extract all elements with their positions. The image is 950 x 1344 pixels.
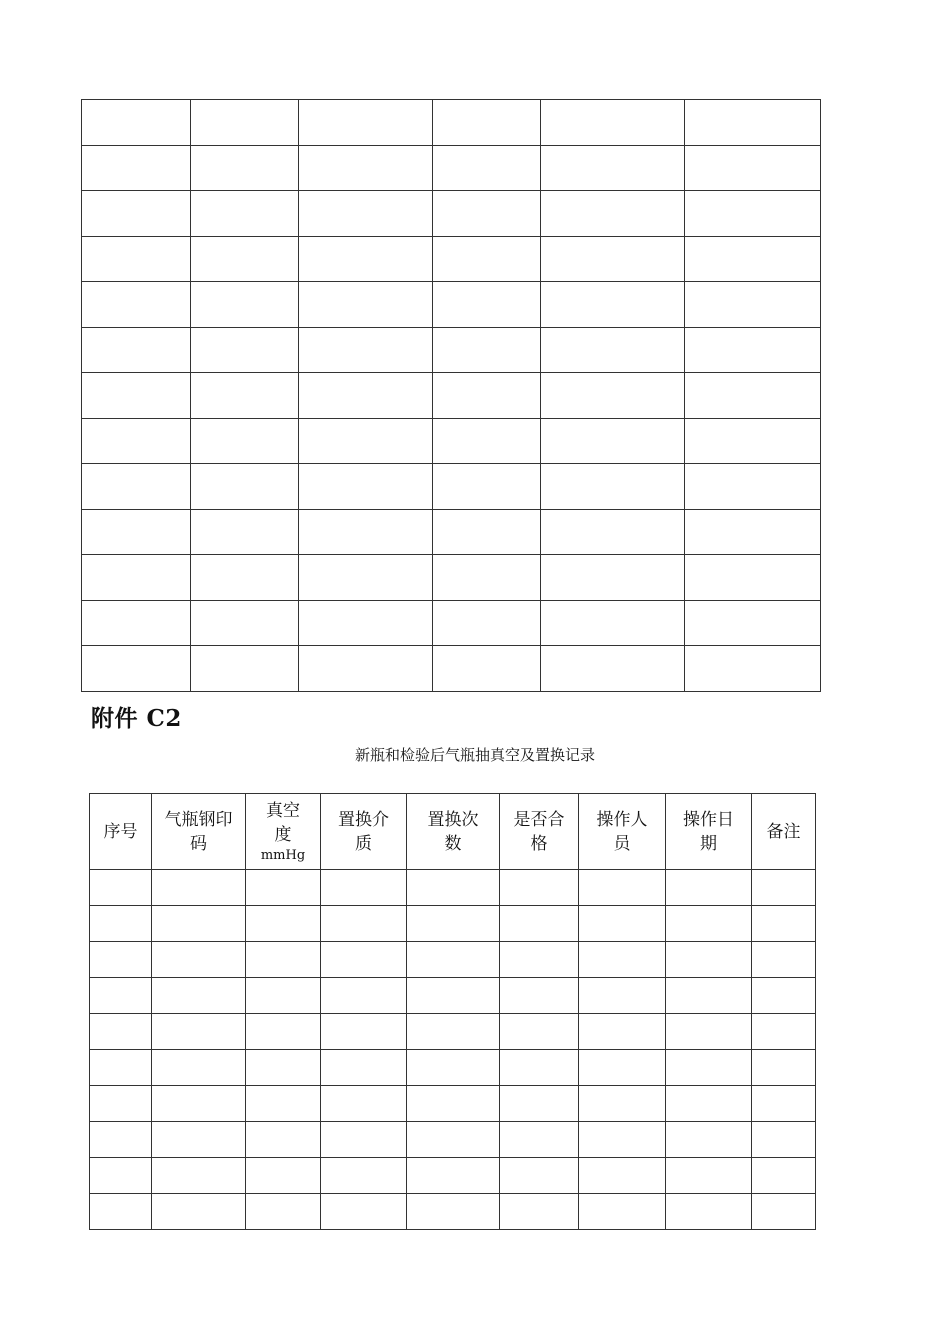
blank-cell[interactable] — [246, 1158, 321, 1194]
blank-cell[interactable] — [321, 1014, 407, 1050]
blank-cell[interactable] — [90, 1086, 152, 1122]
column-header-text: 质 — [355, 833, 372, 854]
blank-cell[interactable] — [752, 1014, 816, 1050]
blank-cell[interactable] — [90, 1158, 152, 1194]
blank-cell[interactable] — [579, 978, 666, 1014]
blank-cell[interactable] — [541, 100, 685, 146]
table-row — [82, 555, 821, 601]
column-header-text: 气瓶钢印 — [164, 809, 233, 830]
blank-cell[interactable] — [685, 145, 821, 191]
blank-cell[interactable] — [685, 418, 821, 464]
blank-cell[interactable] — [90, 1050, 152, 1086]
blank-cell[interactable] — [90, 870, 152, 906]
blank-cell[interactable] — [685, 555, 821, 601]
blank-cell[interactable] — [685, 646, 821, 692]
blank-cell[interactable] — [321, 906, 407, 942]
blank-cell[interactable] — [82, 373, 191, 419]
blank-cell[interactable] — [541, 282, 685, 328]
blank-cell[interactable] — [299, 418, 433, 464]
blank-cell[interactable] — [299, 509, 433, 555]
blank-cell[interactable] — [407, 870, 500, 906]
table-row — [82, 418, 821, 464]
blank-cell[interactable] — [433, 145, 541, 191]
blank-cell[interactable] — [82, 509, 191, 555]
blank-cell[interactable] — [82, 282, 191, 328]
column-header-text: 置换次 — [427, 809, 479, 830]
blank-cell[interactable] — [541, 236, 685, 282]
blank-cell[interactable] — [500, 942, 579, 978]
blank-cell[interactable] — [90, 1194, 152, 1230]
blank-cell[interactable] — [666, 942, 752, 978]
column-header-text: 数 — [444, 833, 462, 854]
column-header-text: 度 — [274, 824, 292, 845]
blank-cell[interactable] — [191, 509, 299, 555]
blank-cell[interactable] — [299, 236, 433, 282]
blank-cell[interactable] — [666, 1122, 752, 1158]
blank-cell[interactable] — [191, 282, 299, 328]
blank-cell[interactable] — [152, 870, 246, 906]
table-row — [90, 1158, 816, 1194]
table-row — [82, 191, 821, 237]
blank-cell[interactable] — [321, 870, 407, 906]
table-row — [82, 282, 821, 328]
table-row — [82, 100, 821, 146]
blank-cell[interactable] — [321, 942, 407, 978]
blank-cell[interactable] — [246, 906, 321, 942]
blank-cell[interactable] — [82, 555, 191, 601]
column-header — [500, 794, 579, 870]
blank-cell[interactable] — [541, 373, 685, 419]
blank-cell[interactable] — [299, 600, 433, 646]
blank-cell[interactable] — [246, 1014, 321, 1050]
blank-cell[interactable] — [191, 100, 299, 146]
blank-cell[interactable] — [500, 1122, 579, 1158]
table-header-row — [90, 794, 816, 870]
blank-cell[interactable] — [752, 870, 816, 906]
blank-cell[interactable] — [152, 1014, 246, 1050]
column-header — [90, 794, 152, 870]
column-header — [152, 794, 246, 870]
column-header — [666, 794, 752, 870]
blank-cell[interactable] — [321, 978, 407, 1014]
table-row — [90, 978, 816, 1014]
table-row — [82, 600, 821, 646]
blank-cell[interactable] — [500, 906, 579, 942]
table-row — [82, 236, 821, 282]
blank-cell[interactable] — [685, 464, 821, 510]
column-header-text: 员 — [613, 833, 631, 854]
blank-cell[interactable] — [246, 1122, 321, 1158]
table-row — [90, 942, 816, 978]
blank-cell[interactable] — [433, 418, 541, 464]
blank-cell[interactable] — [541, 327, 685, 373]
blank-cell[interactable] — [90, 942, 152, 978]
blank-cell[interactable] — [152, 1050, 246, 1086]
blank-cell[interactable] — [685, 236, 821, 282]
table-row — [90, 1194, 816, 1230]
blank-cell[interactable] — [752, 942, 816, 978]
blank-cell[interactable] — [541, 145, 685, 191]
blank-cell[interactable] — [579, 1122, 666, 1158]
column-header-text: 真空 — [266, 800, 300, 821]
table-row — [90, 1050, 816, 1086]
blank-cell[interactable] — [752, 906, 816, 942]
column-header — [321, 794, 407, 870]
table-row — [90, 906, 816, 942]
blank-cell[interactable] — [407, 1122, 500, 1158]
table-row — [82, 464, 821, 510]
blank-cell[interactable] — [321, 1194, 407, 1230]
blank-cell[interactable] — [579, 1086, 666, 1122]
blank-cell[interactable] — [246, 942, 321, 978]
blank-cell[interactable] — [666, 906, 752, 942]
blank-cell[interactable] — [433, 373, 541, 419]
blank-cell[interactable] — [299, 282, 433, 328]
blank-cell[interactable] — [433, 509, 541, 555]
blank-cell[interactable] — [152, 1086, 246, 1122]
blank-form-table-continued — [81, 99, 821, 692]
blank-cell[interactable] — [541, 191, 685, 237]
blank-cell[interactable] — [541, 509, 685, 555]
blank-cell[interactable] — [579, 1158, 666, 1194]
blank-cell[interactable] — [752, 978, 816, 1014]
blank-cell[interactable] — [752, 1158, 816, 1194]
blank-cell[interactable] — [685, 327, 821, 373]
blank-cell[interactable] — [541, 418, 685, 464]
blank-cell[interactable] — [299, 145, 433, 191]
table-row — [90, 1014, 816, 1050]
blank-cell[interactable] — [500, 1086, 579, 1122]
column-header-text: 置换介 — [338, 809, 389, 830]
blank-cell[interactable] — [82, 191, 191, 237]
blank-cell[interactable] — [299, 100, 433, 146]
blank-cell[interactable] — [246, 870, 321, 906]
blank-cell[interactable] — [407, 942, 500, 978]
blank-cell[interactable] — [82, 100, 191, 146]
blank-cell[interactable] — [407, 1050, 500, 1086]
column-unit: mmHg — [260, 847, 306, 863]
blank-cell[interactable] — [579, 1194, 666, 1230]
blank-cell[interactable] — [82, 327, 191, 373]
appendix-heading: 附件 C2 — [91, 705, 182, 732]
blank-cell[interactable] — [685, 373, 821, 419]
column-header-text: 码 — [190, 833, 207, 854]
blank-cell[interactable] — [685, 191, 821, 237]
blank-cell[interactable] — [541, 464, 685, 510]
blank-cell[interactable] — [299, 327, 433, 373]
blank-cell[interactable] — [500, 870, 579, 906]
blank-cell[interactable] — [666, 1158, 752, 1194]
blank-cell[interactable] — [321, 1050, 407, 1086]
column-header — [246, 794, 321, 870]
evacuation-replacement-record-table — [89, 793, 816, 1230]
table-row — [82, 373, 821, 419]
blank-cell[interactable] — [152, 906, 246, 942]
blank-cell[interactable] — [579, 1050, 666, 1086]
blank-cell[interactable] — [246, 1050, 321, 1086]
blank-cell[interactable] — [90, 906, 152, 942]
blank-cell[interactable] — [407, 1158, 500, 1194]
blank-cell[interactable] — [299, 191, 433, 237]
column-header — [752, 794, 816, 870]
column-header-text: 备注 — [766, 821, 801, 842]
table-row — [90, 1086, 816, 1122]
blank-cell[interactable] — [500, 1050, 579, 1086]
blank-cell[interactable] — [246, 1086, 321, 1122]
blank-cell[interactable] — [541, 646, 685, 692]
table-row — [82, 646, 821, 692]
blank-cell[interactable] — [191, 646, 299, 692]
blank-cell[interactable] — [541, 555, 685, 601]
table-row — [82, 509, 821, 555]
blank-cell[interactable] — [191, 600, 299, 646]
blank-cell[interactable] — [90, 1014, 152, 1050]
blank-cell[interactable] — [152, 1158, 246, 1194]
blank-cell[interactable] — [82, 464, 191, 510]
blank-cell[interactable] — [246, 1194, 321, 1230]
blank-cell[interactable] — [191, 327, 299, 373]
column-header-text: 是否合 — [513, 809, 565, 830]
blank-cell[interactable] — [191, 145, 299, 191]
blank-cell[interactable] — [579, 870, 666, 906]
blank-cell[interactable] — [666, 870, 752, 906]
blank-cell[interactable] — [685, 600, 821, 646]
blank-cell[interactable] — [152, 942, 246, 978]
blank-cell[interactable] — [407, 1086, 500, 1122]
table-row — [90, 1122, 816, 1158]
blank-cell[interactable] — [500, 978, 579, 1014]
blank-cell[interactable] — [82, 236, 191, 282]
blank-cell[interactable] — [433, 282, 541, 328]
column-header-text: 操作人 — [596, 809, 648, 830]
column-header-text: 操作日 — [683, 809, 734, 830]
blank-cell[interactable] — [500, 1014, 579, 1050]
blank-cell[interactable] — [191, 464, 299, 510]
table-row — [90, 870, 816, 906]
blank-cell[interactable] — [666, 1086, 752, 1122]
blank-cell[interactable] — [82, 145, 191, 191]
blank-cell[interactable] — [579, 1014, 666, 1050]
blank-cell[interactable] — [433, 236, 541, 282]
blank-cell[interactable] — [246, 978, 321, 1014]
blank-cell[interactable] — [433, 191, 541, 237]
blank-cell[interactable] — [433, 100, 541, 146]
blank-cell[interactable] — [541, 600, 685, 646]
blank-cell[interactable] — [299, 555, 433, 601]
blank-cell[interactable] — [90, 978, 152, 1014]
blank-cell[interactable] — [191, 191, 299, 237]
blank-cell[interactable] — [82, 418, 191, 464]
table-row — [82, 327, 821, 373]
blank-cell[interactable] — [299, 464, 433, 510]
blank-cell[interactable] — [407, 1014, 500, 1050]
blank-cell[interactable] — [579, 906, 666, 942]
blank-cell[interactable] — [152, 1122, 246, 1158]
column-header — [579, 794, 666, 870]
record-title: 新瓶和检验后气瓶抽真空及置换记录 — [354, 746, 595, 764]
column-header-text: 期 — [700, 833, 717, 854]
blank-cell[interactable] — [321, 1158, 407, 1194]
blank-cell[interactable] — [321, 1086, 407, 1122]
blank-cell[interactable] — [82, 646, 191, 692]
blank-cell[interactable] — [433, 464, 541, 510]
blank-cell[interactable] — [433, 646, 541, 692]
blank-cell[interactable] — [299, 373, 433, 419]
blank-cell[interactable] — [685, 100, 821, 146]
blank-cell[interactable] — [666, 1194, 752, 1230]
column-header — [407, 794, 500, 870]
blank-cell[interactable] — [90, 1122, 152, 1158]
blank-cell[interactable] — [500, 1194, 579, 1230]
blank-cell[interactable] — [407, 978, 500, 1014]
column-header-text: 格 — [530, 833, 548, 854]
blank-cell[interactable] — [191, 555, 299, 601]
blank-cell[interactable] — [500, 1158, 579, 1194]
blank-cell[interactable] — [666, 1050, 752, 1086]
blank-cell[interactable] — [191, 236, 299, 282]
blank-cell[interactable] — [407, 906, 500, 942]
blank-cell[interactable] — [752, 1122, 816, 1158]
blank-cell[interactable] — [579, 942, 666, 978]
blank-cell[interactable] — [299, 646, 433, 692]
table-row — [82, 145, 821, 191]
blank-cell[interactable] — [152, 978, 246, 1014]
blank-cell[interactable] — [82, 600, 191, 646]
blank-cell[interactable] — [666, 1014, 752, 1050]
blank-cell[interactable] — [191, 373, 299, 419]
blank-cell[interactable] — [752, 1194, 816, 1230]
blank-cell[interactable] — [433, 327, 541, 373]
blank-cell[interactable] — [433, 600, 541, 646]
blank-cell[interactable] — [666, 978, 752, 1014]
column-header-text: 序号 — [103, 821, 138, 842]
blank-cell[interactable] — [752, 1086, 816, 1122]
blank-cell[interactable] — [152, 1194, 246, 1230]
blank-cell[interactable] — [752, 1050, 816, 1086]
blank-cell[interactable] — [321, 1122, 407, 1158]
blank-cell[interactable] — [407, 1194, 500, 1230]
blank-cell[interactable] — [685, 282, 821, 328]
blank-cell[interactable] — [685, 509, 821, 555]
blank-cell[interactable] — [433, 555, 541, 601]
blank-cell[interactable] — [191, 418, 299, 464]
